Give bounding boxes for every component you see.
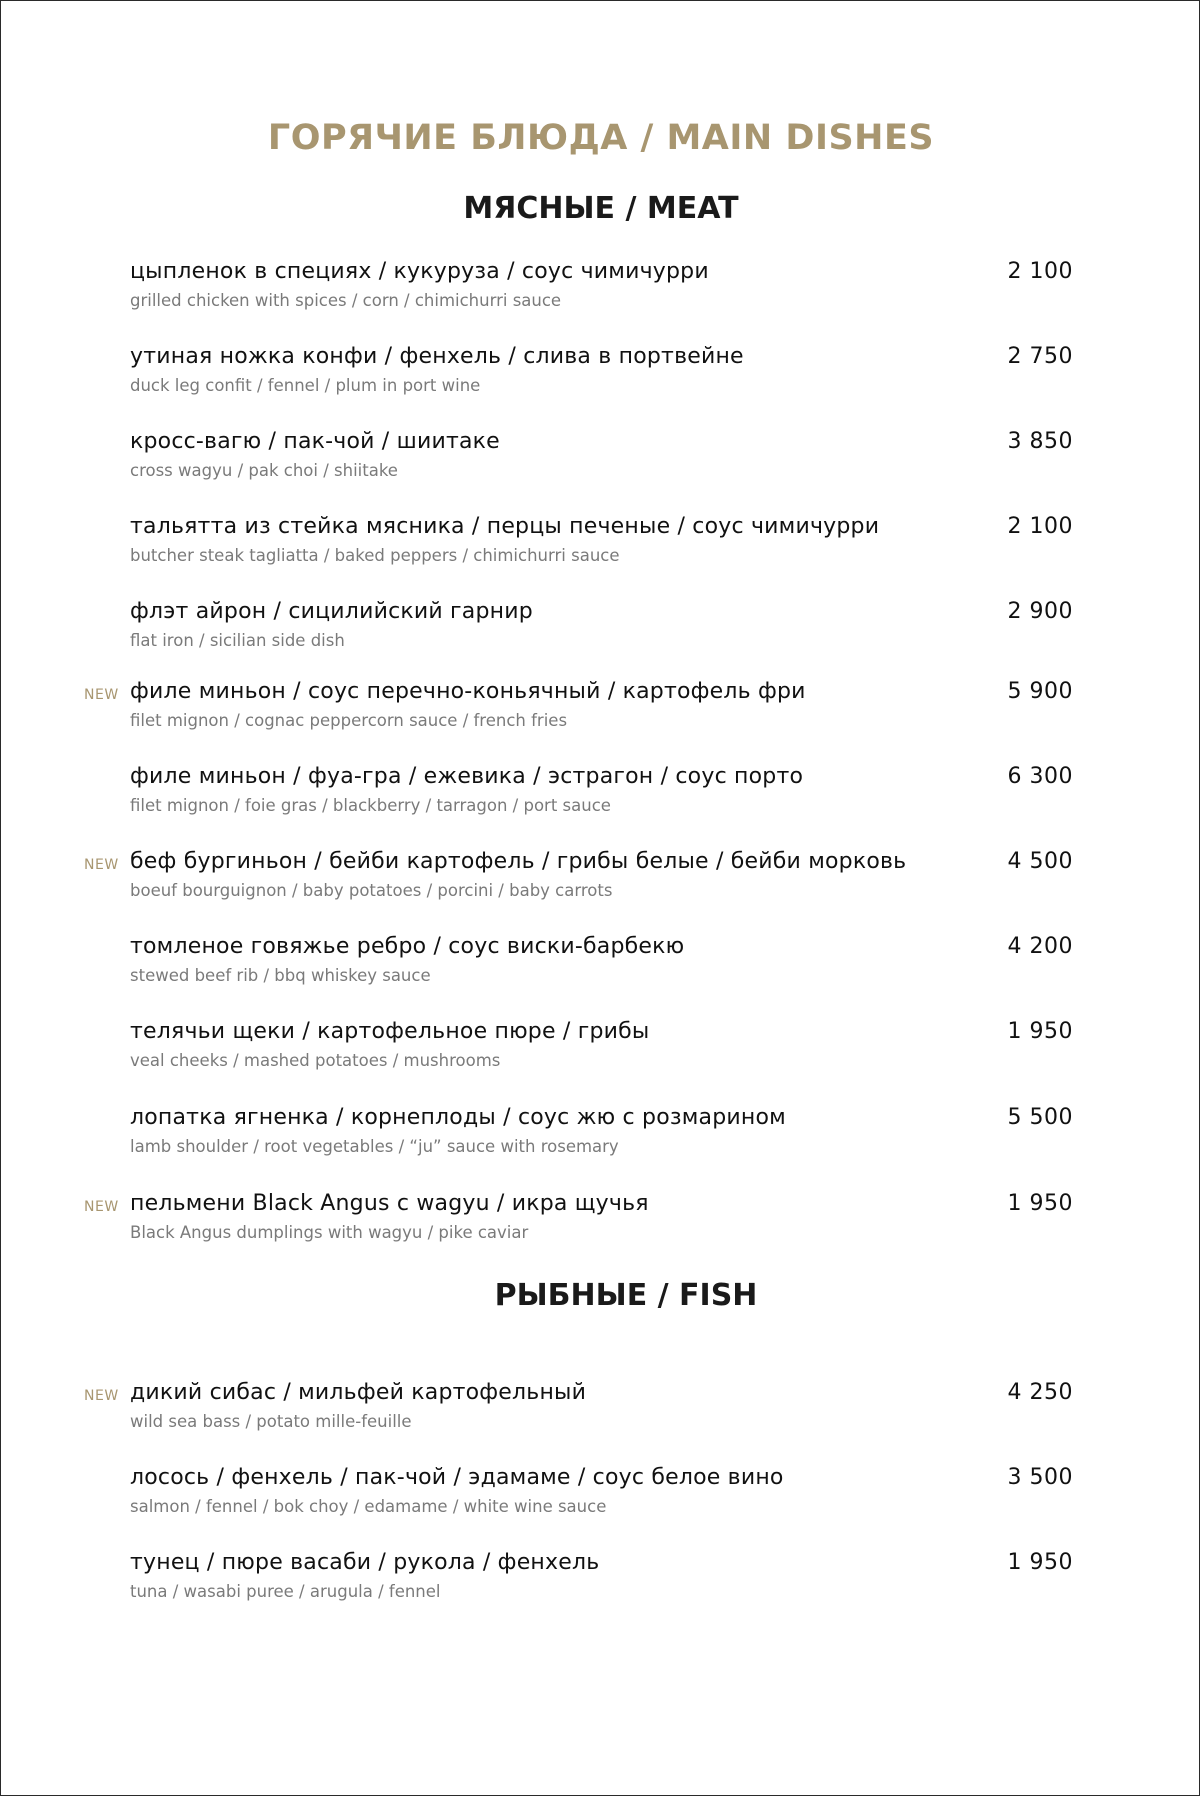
section-title-fish: РЫБНЫЕ / FISH [494,1278,758,1313]
dish-name-ru: дикий сибас / мильфей картофельный [130,1380,587,1405]
menu-item [1,1019,1200,1089]
new-badge: NEW [84,1199,119,1215]
dish-name-en: veal cheeks / mashed potatoes / mushrooms [130,1051,501,1070]
dish-price: 4 200 [1007,934,1073,959]
dish-name-en: grilled chicken with spices / corn / chimichurri sauce [130,291,562,310]
dish-name-ru: беф бургиньон / бейби картофель / грибы белые / бейби морковь [130,849,907,874]
dish-name-ru: утиная ножка конфи / фенхель / слива в портвейне [130,344,744,369]
dish-name-ru: лопатка ягненка / корнеплоды / соус жю с розмарином [130,1105,786,1130]
dish-price: 3 500 [1007,1465,1073,1490]
dish-name-ru: филе миньон / фуа-гра / ежевика / эстрагон / соус порто [130,764,804,789]
dish-name-ru: томленое говяжье ребро / соус виски-барбекю [130,934,685,959]
menu-item [1,764,1200,834]
dish-name-en: tuna / wasabi puree / arugula / fennel [130,1582,441,1601]
dish-name-en: flat iron / sicilian side dish [130,631,345,650]
dish-price: 2 900 [1007,599,1073,624]
dish-price: 2 750 [1007,344,1073,369]
dish-price: 1 950 [1007,1550,1073,1575]
new-badge: NEW [84,687,119,703]
dish-name-en: filet mignon / foie gras / blackberry / tarragon / port sauce [130,796,611,815]
dish-name-en: wild sea bass / potato mille-feuille [130,1412,412,1431]
menu-item [1,259,1200,329]
dish-name-en: boeuf bourguignon / baby potatoes / porcini / baby carrots [130,881,613,900]
dish-name-ru: цыпленок в специях / кукуруза / соус чимичурри [130,259,709,284]
page-title: ГОРЯЧИЕ БЛЮДА / MAIN DISHES [267,118,935,158]
new-badge: NEW [84,1388,119,1404]
menu-item [1,1550,1200,1620]
dish-price: 6 300 [1007,764,1073,789]
dish-name-en: duck leg confit / fennel / plum in port wine [130,376,481,395]
dish-price: 4 250 [1007,1380,1073,1405]
menu-item [1,599,1200,669]
dish-price: 3 850 [1007,429,1073,454]
dish-name-ru: пельмени Black Angus с wagyu / икра щучья [130,1191,649,1216]
dish-price: 1 950 [1007,1019,1073,1044]
dish-price: 2 100 [1007,259,1073,284]
dish-name-en: cross wagyu / pak choi / shiitake [130,461,398,480]
dish-name-ru: тальятта из стейка мясника / перцы печеные / соус чимичурри [130,514,880,539]
dish-price: 4 500 [1007,849,1073,874]
dish-name-en: Black Angus dumplings with wagyu / pike caviar [130,1223,529,1242]
menu-item [1,1380,1200,1450]
dish-name-en: lamb shoulder / root vegetables / “ju” sauce with rosemary [130,1137,619,1156]
dish-name-en: stewed beef rib / bbq whiskey sauce [130,966,431,985]
menu-item [1,429,1200,499]
dish-price: 5 900 [1007,679,1073,704]
menu-item [1,849,1200,919]
menu-item [1,344,1200,414]
menu-item [1,679,1200,749]
dish-name-ru: лосось / фенхель / пак-чой / эдамаме / соус белое вино [130,1465,784,1490]
dish-name-en: salmon / fennel / bok choy / edamame / white wine sauce [130,1497,607,1516]
dish-name-ru: филе миньон / соус перечно-коньячный / картофель фри [130,679,806,704]
dish-name-ru: телячьи щеки / картофельное пюре / грибы [130,1019,650,1044]
dish-name-en: filet mignon / cognac peppercorn sauce / french fries [130,711,568,730]
dish-name-ru: кросс-вагю / пак-чой / шиитаке [130,429,500,454]
dish-price: 2 100 [1007,514,1073,539]
menu-item [1,514,1200,584]
menu-item [1,1105,1200,1175]
dish-name-ru: тунец / пюре васаби / рукола / фенхель [130,1550,600,1575]
menu-item [1,934,1200,1004]
menu-item [1,1191,1200,1261]
new-badge: NEW [84,857,119,873]
dish-name-en: butcher steak tagliatta / baked peppers / chimichurri sauce [130,546,620,565]
dish-price: 1 950 [1007,1191,1073,1216]
dish-name-ru: флэт айрон / сицилийский гарнир [130,599,533,624]
dish-price: 5 500 [1007,1105,1073,1130]
menu-item [1,1465,1200,1535]
section-title-meat: МЯСНЫЕ / MEAT [463,191,739,226]
